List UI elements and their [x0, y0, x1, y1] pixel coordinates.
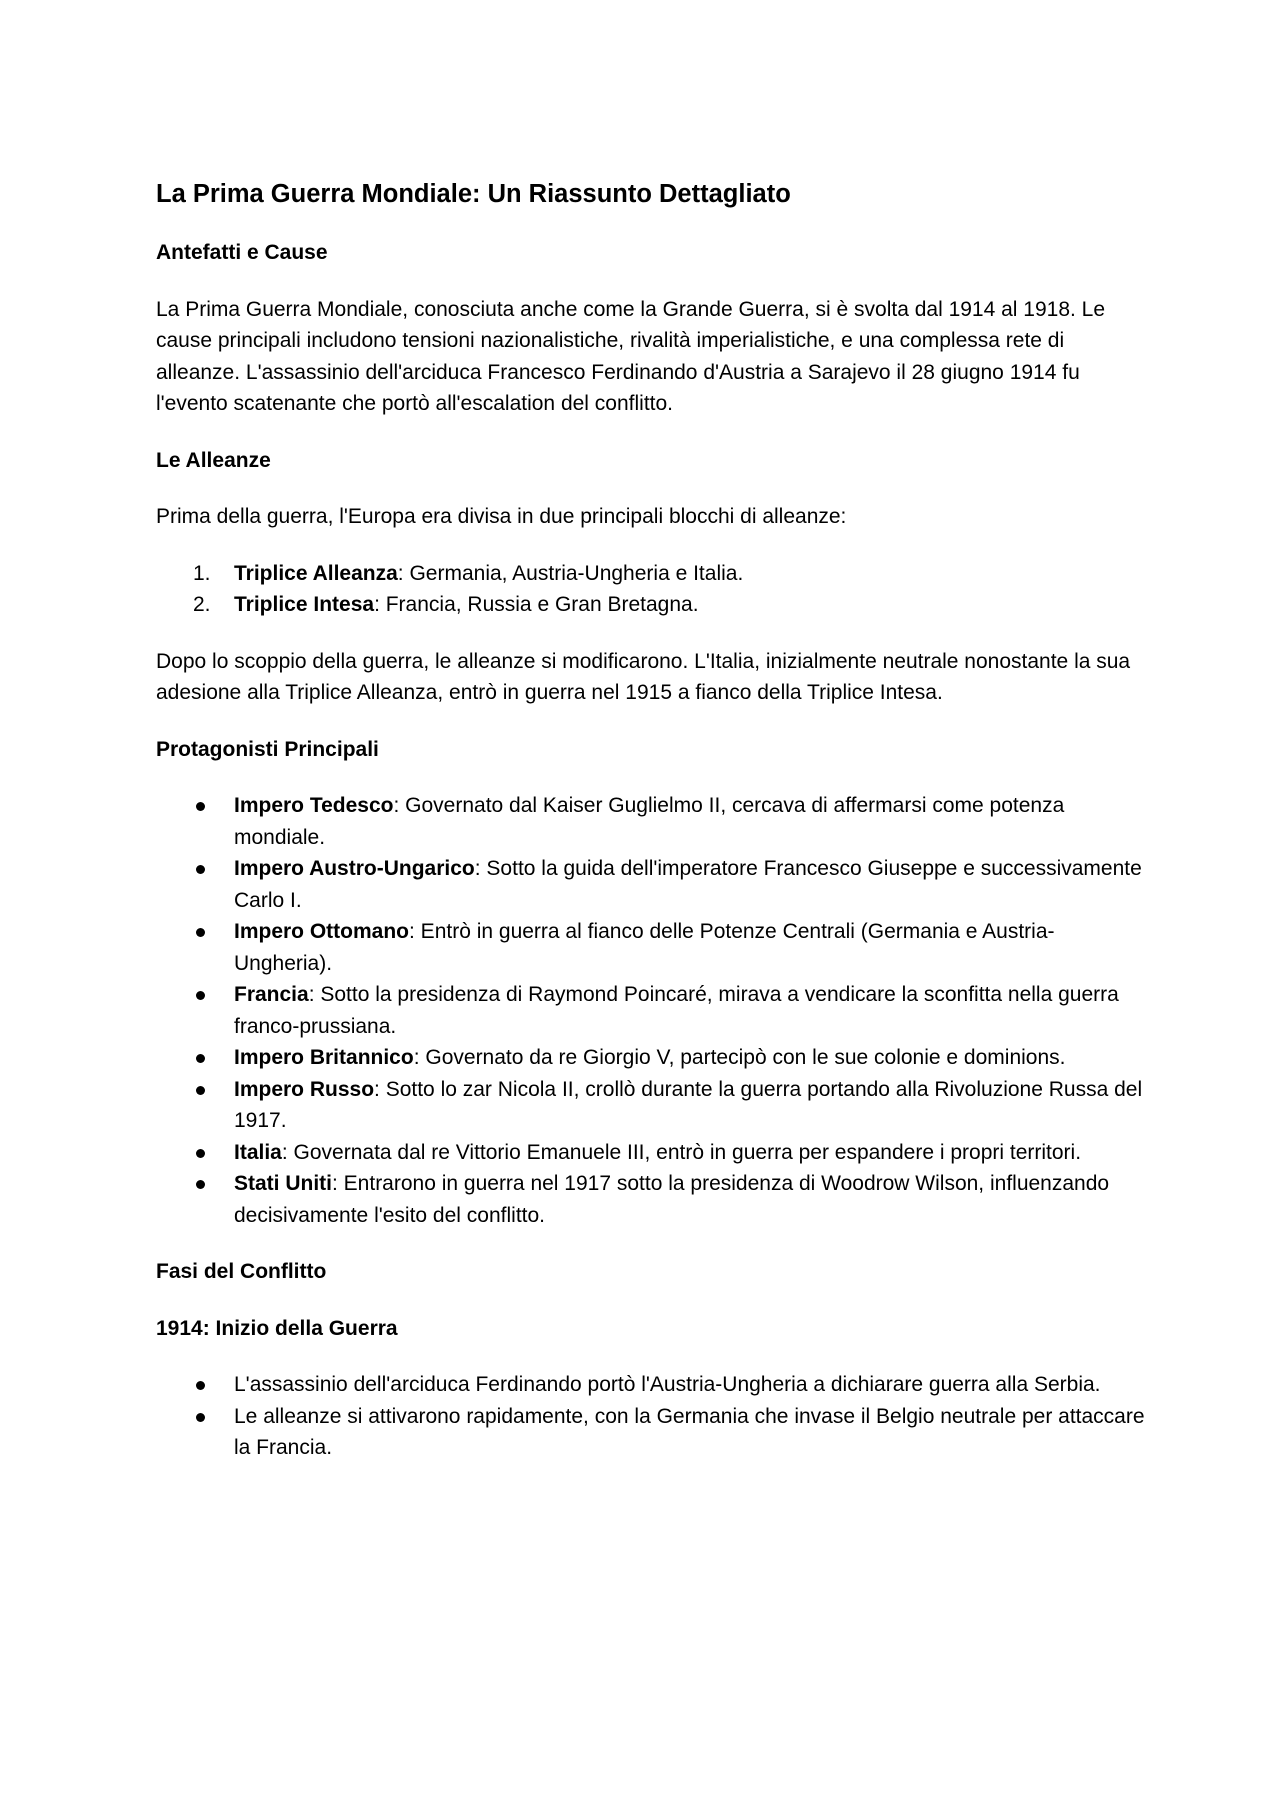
- list-item-term: Impero Russo: [234, 1077, 375, 1101]
- list-item: [156, 790, 1146, 853]
- section-heading-alleanze: Le Alleanze: [156, 448, 271, 472]
- list-item: [156, 1137, 1146, 1169]
- paragraph-antefatti: La Prima Guerra Mondiale, conosciuta anche come la Grande Guerra, si è svolta dal 1914 al 1918. Le cause principali includono tensioni nazionalistiche, rivalità imperialistiche, e una complessa rete di alleanze. L'assassinio dell'arciduca Francesco Ferdinando d'Austria a Sarajevo il 28 giugno 1914 fu l'evento scatenante che portò all'escalation del conflitto.: [156, 297, 1106, 416]
- document-title: La Prima Guerra Mondiale: Un Riassunto Dettagliato: [156, 180, 791, 208]
- bullet-icon: [196, 1413, 205, 1422]
- list-item-term: Triplice Alleanza: [234, 561, 398, 585]
- section-heading-fasi: Fasi del Conflitto: [156, 1260, 327, 1284]
- list-item-text: : Sotto lo zar Nicola II, crollò durante la guerra portando alla Rivoluzione Russa del 1917.: [234, 1077, 1143, 1133]
- list-number: 1.: [193, 561, 211, 585]
- subsection-heading-1914: 1914: Inizio della Guerra: [156, 1316, 398, 1340]
- list-item-text: : Governato dal Kaiser Guglielmo II, cercava di affermarsi come potenza mondiale.: [234, 794, 1065, 849]
- list-item-text: : Entrò in guerra al fianco delle Potenze Centrali (Germania e Austria-Ungheria).: [234, 920, 1055, 975]
- bullet-icon: [196, 991, 205, 1000]
- protagonists-list: [156, 790, 1146, 1231]
- list-item: [156, 1401, 1146, 1464]
- list-item-term: Impero Tedesco: [234, 794, 394, 818]
- list-item: [156, 1168, 1146, 1231]
- bullet-icon: [196, 1054, 205, 1063]
- list-item: [156, 1074, 1146, 1137]
- list-item-term: Italia: [234, 1140, 282, 1164]
- bullet-icon: [196, 802, 205, 811]
- bullet-icon: [196, 865, 205, 874]
- list-number: 2.: [193, 593, 211, 617]
- list-item-text: Le alleanze si attivarono rapidamente, con la Germania che invase il Belgio neutrale per attaccare la Francia.: [234, 1404, 1145, 1460]
- list-item: [156, 558, 1146, 590]
- alliances-list: [156, 558, 1146, 621]
- list-item-text: : Entrarono in guerra nel 1917 sotto la presidenza di Woodrow Wilson, influenzando decisivamente l'esito del conflitto.: [234, 1172, 1110, 1227]
- list-item-term: Impero Ottomano: [234, 920, 410, 944]
- list-item: [156, 979, 1146, 1042]
- list-item-text: : Sotto la guida dell'imperatore Francesco Giuseppe e successivamente Carlo I.: [234, 857, 1142, 912]
- list-item-term: Triplice Intesa: [234, 593, 375, 617]
- list-item: [156, 589, 1146, 621]
- bullet-icon: [196, 1149, 205, 1158]
- bullet-icon: [196, 928, 205, 937]
- list-item-term: Impero Austro-Ungarico: [234, 857, 475, 881]
- list-item-term: Francia: [234, 983, 309, 1007]
- list-item: [156, 853, 1146, 916]
- phases-1914-list: [156, 1369, 1146, 1464]
- list-item: [156, 1042, 1146, 1074]
- bullet-icon: [196, 1086, 205, 1095]
- list-item-text: L'assassinio dell'arciduca Ferdinando portò l'Austria-Ungheria a dichiarare guerra alla Serbia.: [234, 1373, 1101, 1397]
- paragraph-alleanze-intro: Prima della guerra, l'Europa era divisa in due principali blocchi di alleanze:: [156, 505, 847, 529]
- list-item-term: Impero Britannico: [234, 1046, 414, 1070]
- paragraph-alleanze-outro: Dopo lo scoppio della guerra, le alleanze si modificarono. L'Italia, inizialmente neutrale nonostante la sua adesione alla Triplice Alleanza, entrò in guerra nel 1915 a fianco della Triplice Intesa.: [156, 649, 1131, 705]
- list-item-text: : Governato da re Giorgio V, partecipò con le sue colonie e dominions.: [413, 1046, 1066, 1070]
- list-item-text: : Sotto la presidenza di Raymond Poincaré, mirava a vendicare la sconfitta nella guerra franco-prussiana.: [234, 983, 1119, 1038]
- list-item-text: : Francia, Russia e Gran Bretagna.: [374, 593, 699, 617]
- section-heading-protagonisti: Protagonisti Principali: [156, 737, 379, 761]
- list-item: [156, 916, 1146, 979]
- list-item: [156, 1369, 1146, 1401]
- list-item-text: : Germania, Austria-Ungheria e Italia.: [397, 561, 744, 585]
- bullet-icon: [196, 1180, 205, 1189]
- section-heading-antefatti: Antefatti e Cause: [156, 241, 328, 265]
- list-item-term: Stati Uniti: [234, 1172, 332, 1196]
- bullet-icon: [196, 1381, 205, 1390]
- document-page: [156, 178, 1146, 1464]
- list-item-text: : Governata dal re Vittorio Emanuele III, entrò in guerra per espandere i propri territori.: [281, 1140, 1082, 1164]
